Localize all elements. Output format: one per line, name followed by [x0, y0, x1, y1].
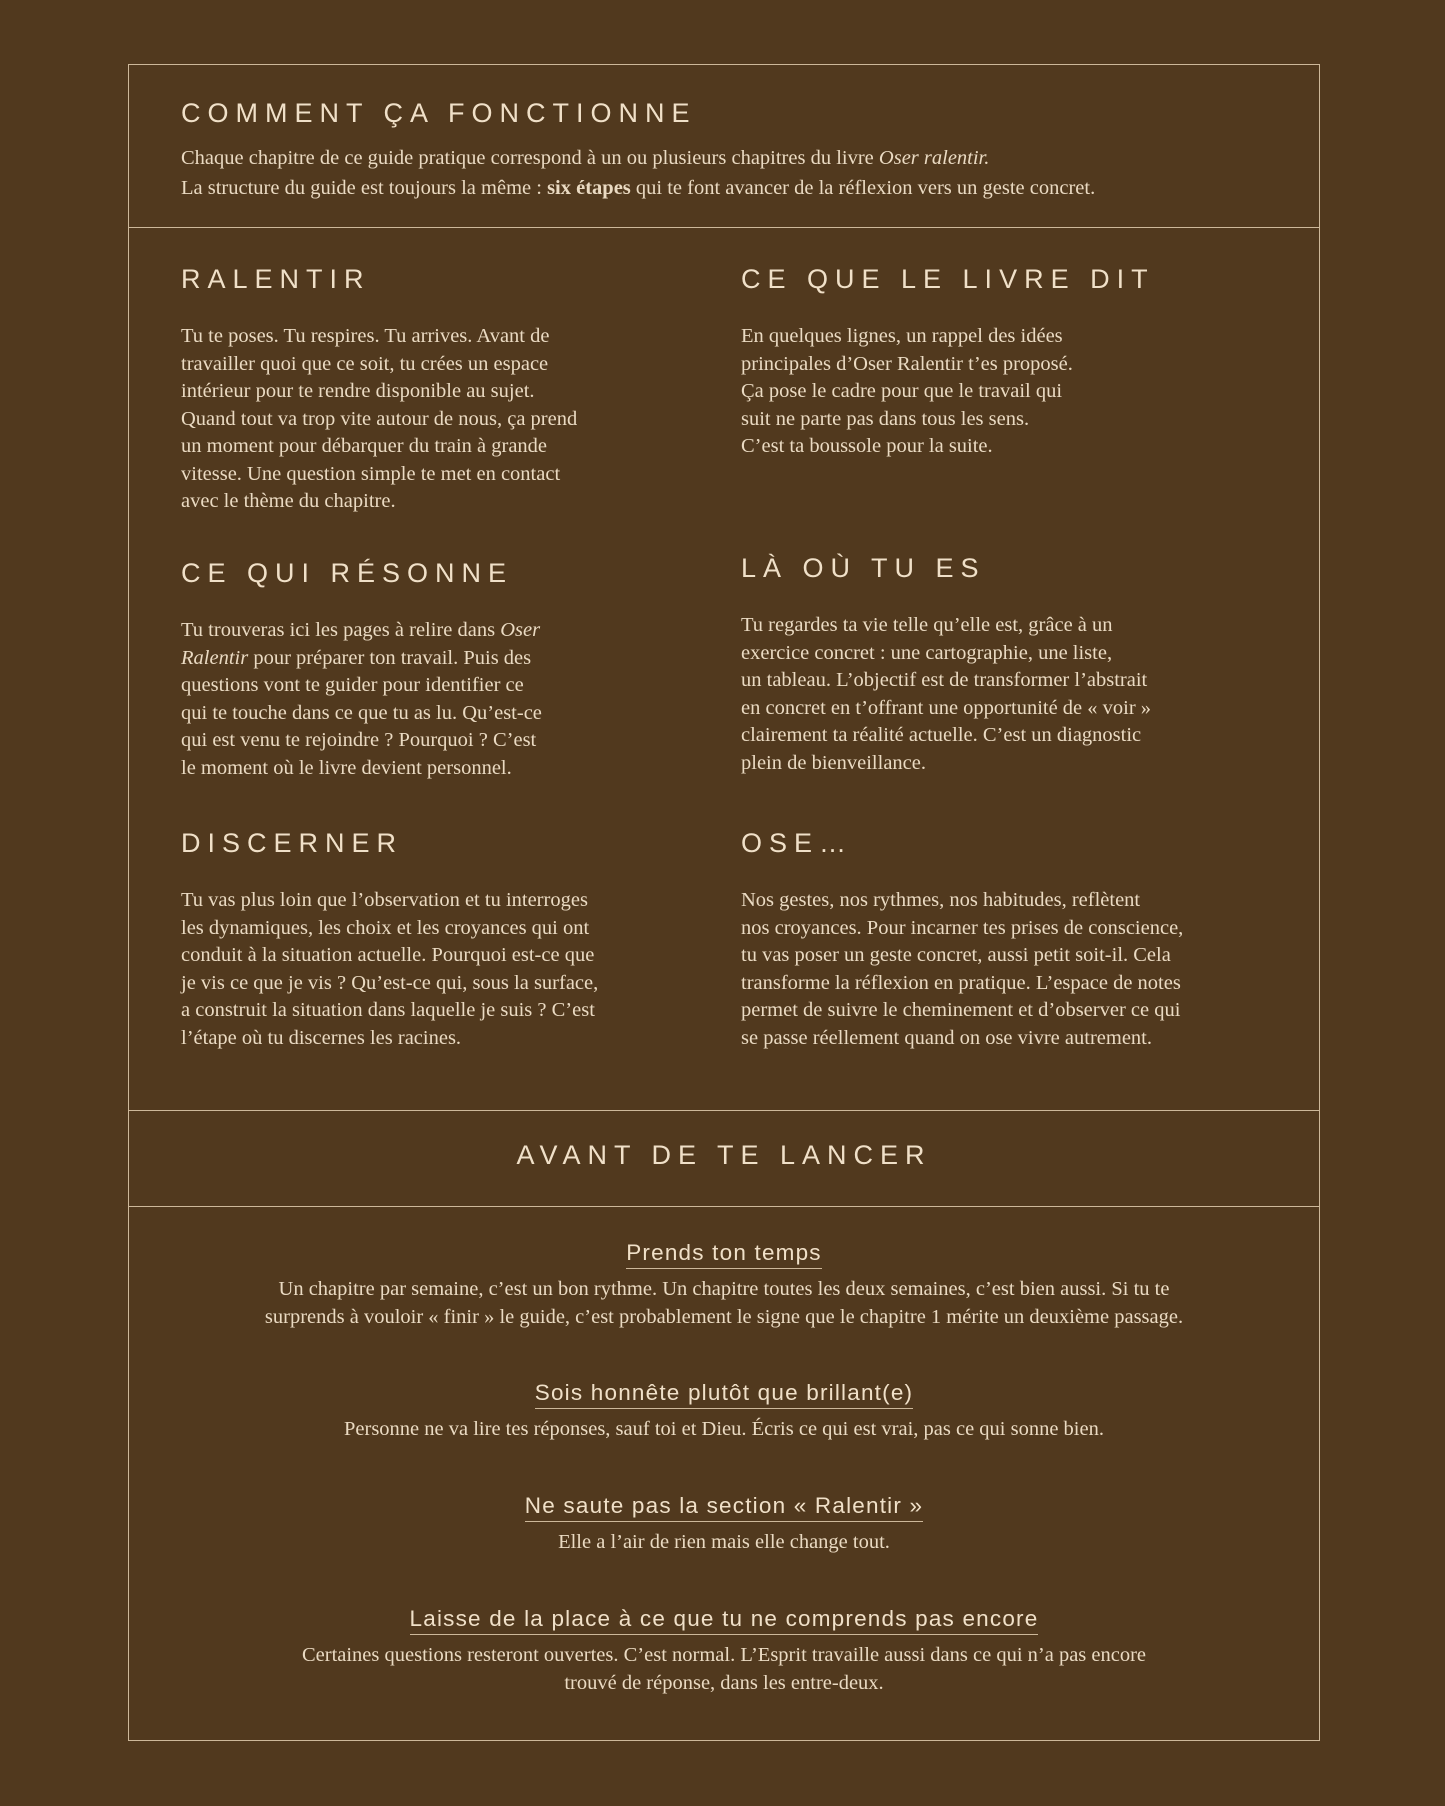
- tip-text: Elle a l’air de rien mais elle change tout.: [558, 1531, 890, 1553]
- book-title-italic: Ralentir: [181, 646, 249, 669]
- step-ose: [741, 828, 1261, 1052]
- intro-text: [181, 143, 1095, 203]
- tip-title: Laisse de la place à ce que tu ne comprends pas encore: [410, 1606, 1039, 1635]
- step-text: En quelques lignes, un rappel des idées principales d’Oser Ralentir t’es proposé. Ça pose le cadre pour que le travail qui suit ne parte pas dans tous les sens. C’est ta boussole pour la suite.: [741, 325, 1073, 457]
- intro-section: [181, 98, 1095, 203]
- tip-laisse-de-la-place: [129, 1606, 1319, 1697]
- step-text: Tu regardes ta vie telle qu’elle est, grâce à un exercice concret : une cartographie, une liste, un tableau. L’objectif est de transformer l’abstrait en concret en t’offrant une opportunité de « voir » clairement ta réalité actuelle. C’est un diagnostic plein de bienveillance.: [741, 614, 1152, 774]
- book-title-italic: Oser: [500, 619, 541, 641]
- content-frame: [128, 64, 1320, 1741]
- divider-intro: [129, 227, 1319, 228]
- intro-line1: Chaque chapitre de ce guide pratique correspond à un ou plusieurs chapitres du livre: [181, 147, 879, 169]
- tip-text: Un chapitre par semaine, c’est un bon rythme. Un chapitre toutes les deux semaines, c’est bien aussi. Si tu te surprends à vouloir « finir » le guide, c’est probablement le signe que le chapitre 1 mérite un deuxième passage.: [264, 1278, 1184, 1328]
- divider-steps: [129, 1110, 1319, 1111]
- tip-title: Sois honnête plutôt que brillant(e): [535, 1380, 913, 1409]
- step-discerner: [181, 828, 701, 1052]
- step-title: CE QUI RÉSONNE: [181, 558, 514, 588]
- intro-line2-end: qui te font avancer de la réflexion vers un geste concret.: [630, 177, 1096, 199]
- step-title: DISCERNER: [181, 828, 404, 858]
- step-title: LÀ OÙ TU ES: [741, 553, 986, 583]
- step-text-part: pour préparer ton travail. Puis des questions vont te guider pour identifier ce qui te touche dans ce que tu as lu. Qu’est-ce qui est venu te rejoindre ? Pourquoi ? C’est le moment où le livre devient personnel.: [181, 646, 542, 779]
- intro-line2: La structure du guide est toujours la même :: [181, 177, 548, 199]
- step-title: CE QUE LE LIVRE DIT: [741, 264, 1155, 294]
- step-la-ou-tu-es: [741, 553, 1261, 777]
- intro-title: COMMENT ÇA FONCTIONNE: [181, 98, 697, 128]
- divider-before-title: [129, 1206, 1319, 1207]
- book-title: Oser ralentir.: [878, 147, 990, 169]
- six-steps-emphasis: six étapes: [547, 177, 631, 199]
- before-title: AVANT DE TE LANCER: [516, 1140, 932, 1170]
- tip-title: Prends ton temps: [626, 1240, 822, 1269]
- step-title: OSE…: [741, 828, 854, 858]
- step-title: RALENTIR: [181, 264, 371, 294]
- tip-text: Certaines questions resteront ouvertes. C’est normal. L’Esprit travaille aussi dans ce qui n’a pas encore trouvé de réponse, dans les entre-deux.: [301, 1644, 1147, 1694]
- step-text: Tu te poses. Tu respires. Tu arrives. Avant de travailler quoi que ce soit, tu crées un espace intérieur pour te rendre disponible au sujet. Quand tout va trop vite autour de nous, ça prend un moment pour débarquer du train à grande vitesse. Une question simple te met en contact avec le thème du chapitre.: [181, 325, 578, 512]
- step-ce-que-le-livre-dit: [741, 264, 1261, 461]
- step-text: Tu vas plus loin que l’observation et tu interroges les dynamiques, les choix et les croyances qui ont conduit à la situation actuelle. Pourquoi est-ce que je vis ce que je vis ? Qu’est-ce qui, sous la surface, a construit la situation dans laquelle je suis ? C’est l’étape où tu discernes les racines.: [181, 889, 599, 1049]
- step-ce-qui-resonne: [181, 558, 701, 782]
- tip-sois-honnete: [129, 1380, 1319, 1443]
- tip-text: Personne ne va lire tes réponses, sauf toi et Dieu. Écris ce qui est vrai, pas ce qui sonne bien.: [344, 1418, 1104, 1440]
- step-text-part: Tu trouveras ici les pages à relire dans: [181, 619, 501, 641]
- tip-ne-saute-pas: [129, 1493, 1319, 1556]
- step-text: Nos gestes, nos rythmes, nos habitudes, reflètent nos croyances. Pour incarner tes prises de conscience, tu vas poser un geste concret, aussi petit soit-il. Cela transforme la réflexion en pratique. L’espace de notes permet de suivre le cheminement et d’observer ce qui se passe réellement quand on ose vivre autrement.: [741, 889, 1184, 1049]
- step-text: [181, 617, 701, 782]
- tip-title: Ne saute pas la section « Ralentir »: [525, 1493, 923, 1522]
- tip-prends-ton-temps: [129, 1240, 1319, 1331]
- step-ralentir: [181, 264, 701, 516]
